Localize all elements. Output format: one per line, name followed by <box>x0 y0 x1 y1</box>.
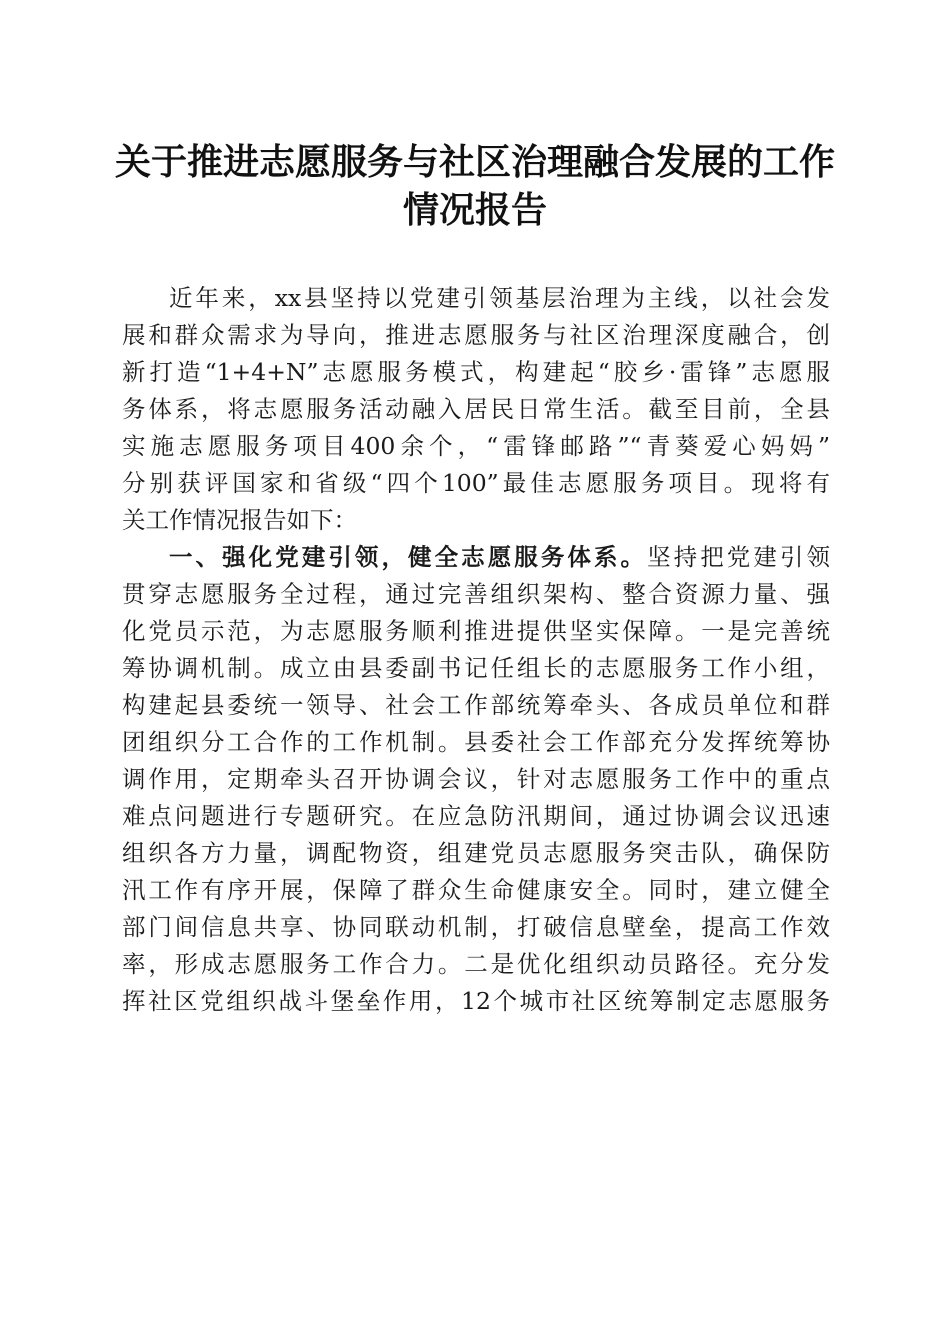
paragraph-line: 新打造“1+4+N”志愿服务模式，构建起“胶乡·雷锋”志愿服 <box>122 358 830 386</box>
paragraph-line: 近年来，xx县坚持以党建引领基层治理为主线，以社会发 <box>169 284 830 312</box>
paragraph-line <box>122 539 830 576</box>
paragraph-line: 展和群众需求为导向，推进志愿服务与社区治理深度融合，创 <box>122 321 830 349</box>
paragraph-line: 务体系，将志愿服务活动融入居民日常生活。截至目前，全县 <box>122 395 830 423</box>
paragraph-line: 部门间信息共享、协同联动机制，打破信息壁垒，提高工作效 <box>122 913 830 941</box>
paragraph-line: 团组织分工合作的工作机制。县委社会工作部充分发挥统筹协 <box>122 728 830 756</box>
paragraph-line: 汛工作有序开展，保障了群众生命健康安全。同时，建立健全 <box>122 876 830 904</box>
intro-paragraph <box>122 280 830 539</box>
document-body <box>122 280 830 1020</box>
title-line: 情况报告 <box>402 189 547 231</box>
title-line: 关于推进志愿服务与社区治理融合发展的工作 <box>114 141 835 183</box>
paragraph-line: 构建起县委统一领导、社会工作部统筹牵头、各成员单位和群 <box>122 691 830 719</box>
paragraph-line: 贯穿志愿服务全过程，通过完善组织架构、整合资源力量、强 <box>122 580 830 608</box>
paragraph-line: 组织各方力量，调配物资，组建党员志愿服务突击队，确保防 <box>122 839 830 867</box>
paragraph-line: 实施志愿服务项目400余个，“雷锋邮路”“青葵爱心妈妈” <box>122 432 830 460</box>
paragraph-line: 调作用，定期牵头召开协调会议，针对志愿服务工作中的重点 <box>122 765 830 793</box>
section-1-paragraph <box>122 539 830 1020</box>
paragraph-line: 分别获评国家和省级“四个100”最佳志愿服务项目。现将有 <box>122 469 830 497</box>
paragraph-line: 化党员示范，为志愿服务顺利推进提供坚实保障。一是完善统 <box>122 617 830 645</box>
paragraph-line: 筹协调机制。成立由县委副书记任组长的志愿服务工作小组， <box>122 654 830 682</box>
paragraph-line: 挥社区党组织战斗堡垒作用，12个城市社区统筹制定志愿服务 <box>122 987 830 1015</box>
paragraph-line: 难点问题进行专题研究。在应急防汛期间，通过协调会议迅速 <box>122 802 830 830</box>
section-heading: 一、强化党建引领，健全志愿服务体系。 <box>169 543 648 571</box>
document-title <box>100 138 850 234</box>
paragraph-line: 关工作情况报告如下： <box>122 506 357 534</box>
paragraph-line: 率，形成志愿服务工作合力。二是优化组织动员路径。充分发 <box>122 950 830 978</box>
section-heading-continuation: 坚持把党建引领 <box>647 543 830 571</box>
